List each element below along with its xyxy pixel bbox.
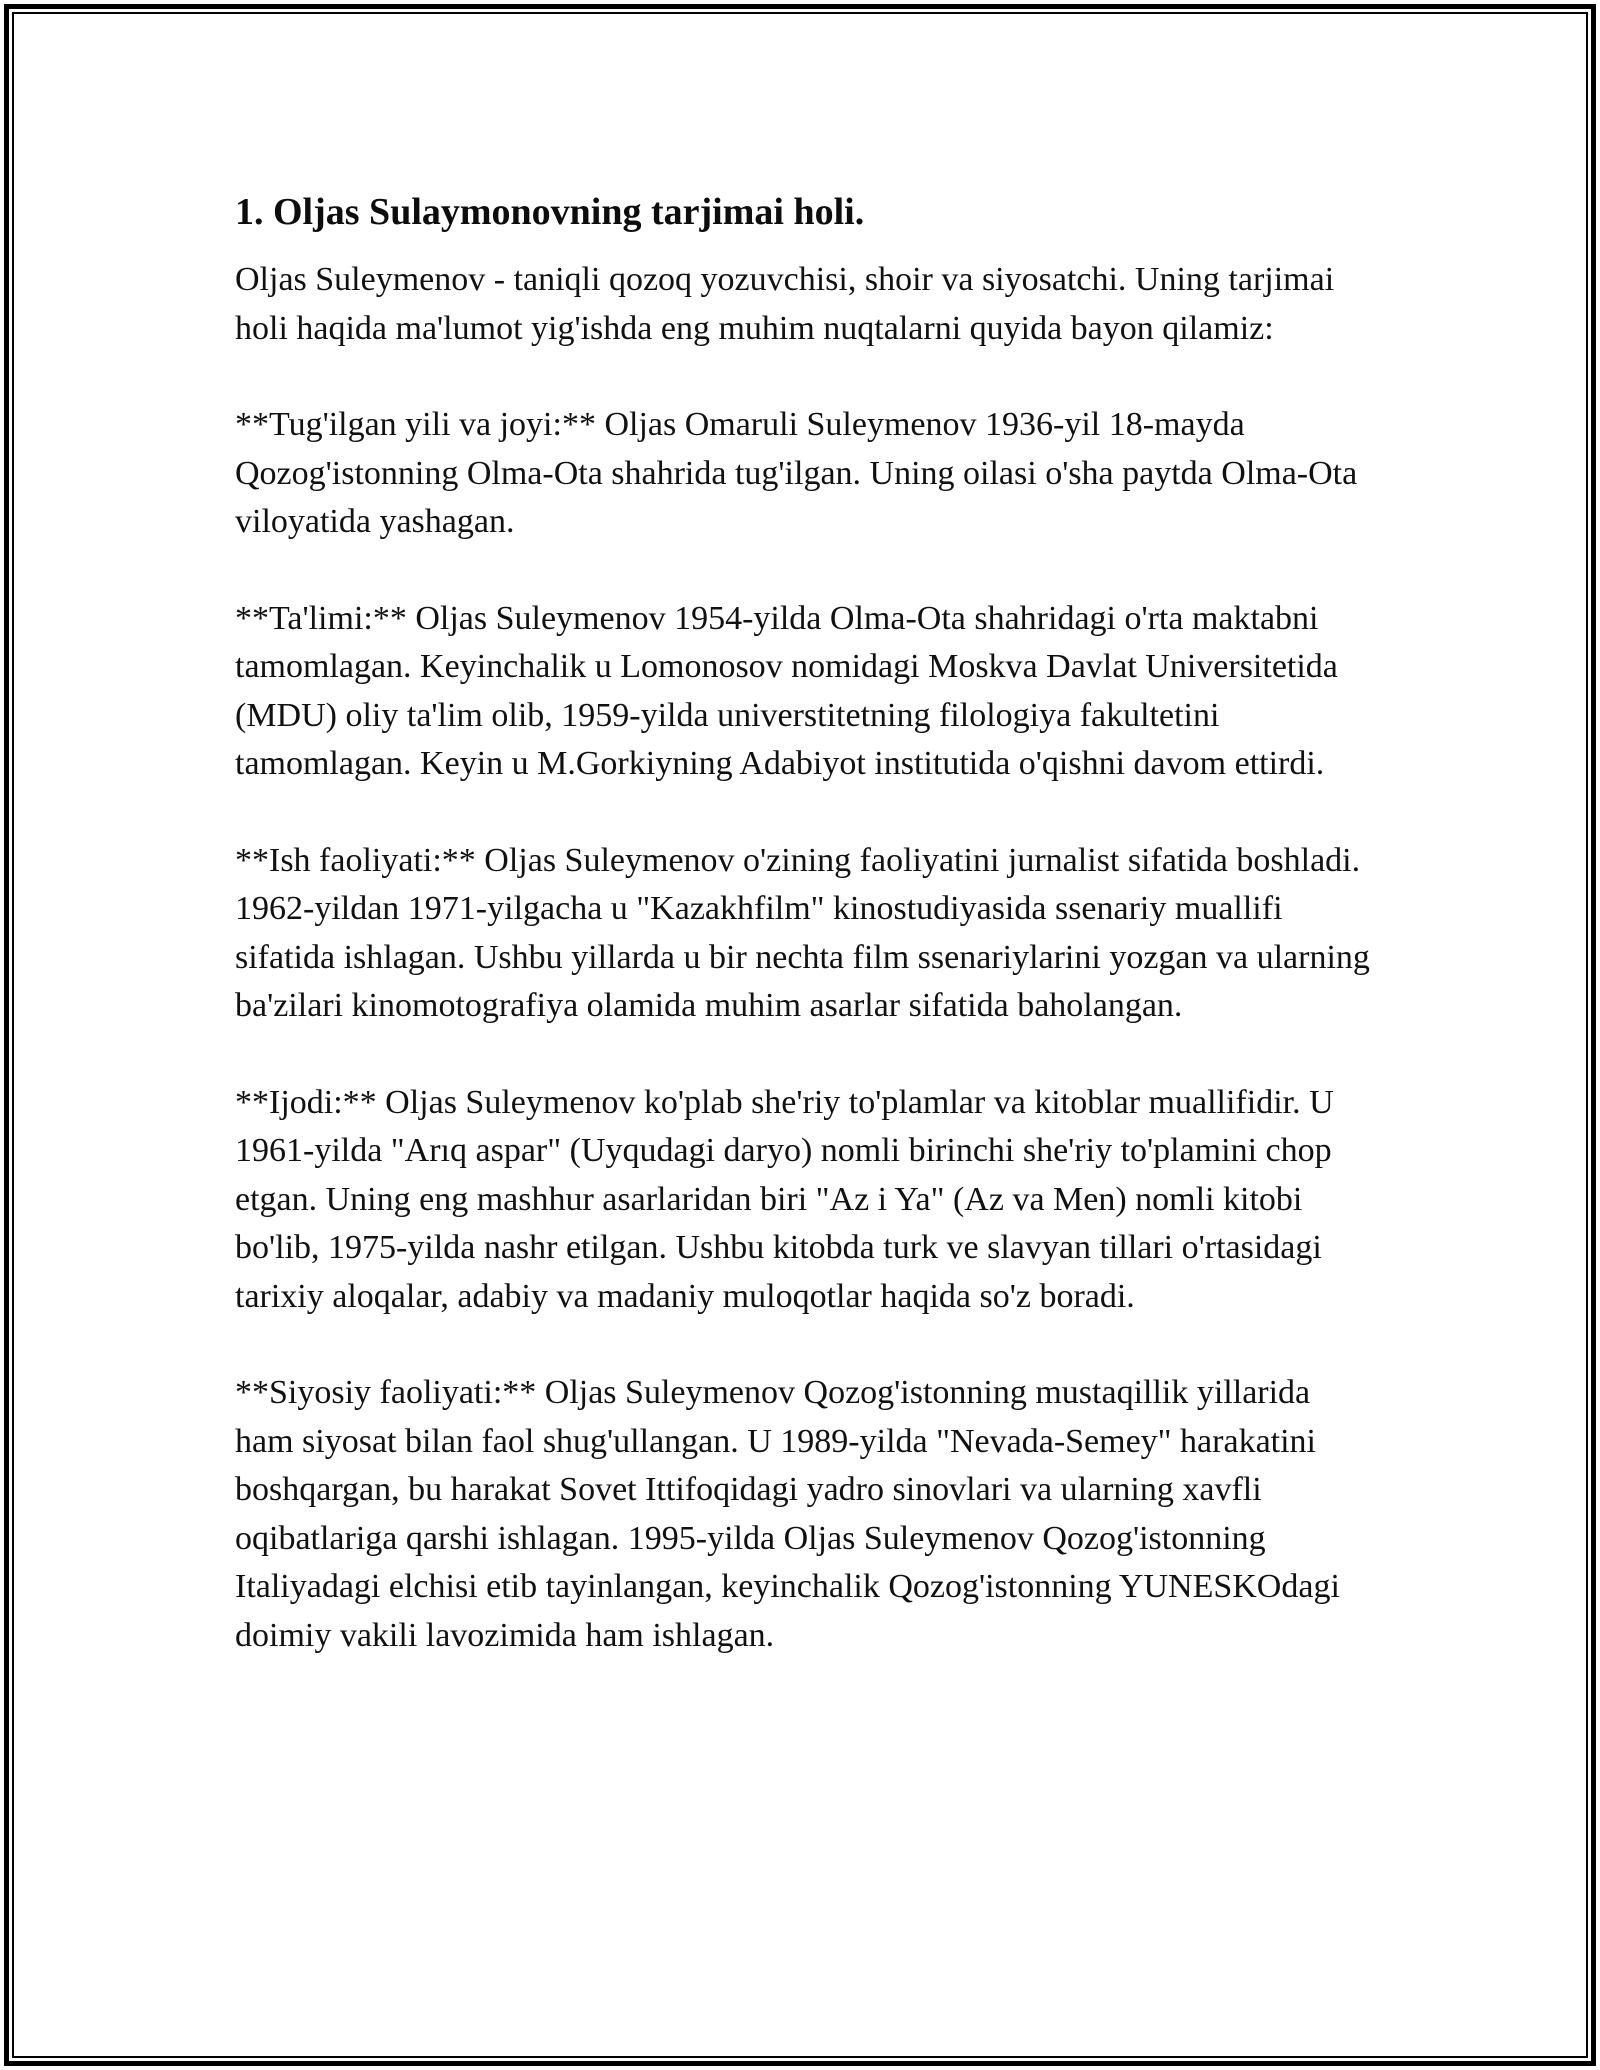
paragraph-intro: Oljas Suleymenov - taniqli qozoq yozuvchisi, shoir va siyosatchi. Uning tarjimai holi haqida ma'lumot yig'ishda eng muhim nuqtalarni quyida bayon qilamiz: (235, 261, 1335, 347)
document-body (235, 188, 1375, 1708)
paragraph-career: **Ish faoliyati:** Oljas Suleymenov o'zining faoliyatini jurnalist sifatida boshladi. 1962-yildan 1971-yilgacha u "Kazakhfilm" kinostudiyasida ssenariy muallifi sifatida ishlagan. Ushbu yillarda u bir nechta film ssenariylarini yozgan va ularning ba'zilari kinomotografiya olamida muhim asarlar sifatida baholangan. (235, 841, 1370, 1024)
paragraph-education: **Ta'limi:** Oljas Suleymenov 1954-yilda Olma-Ota shahridagi o'rta maktabni tamomlagan. Keyinchalik u Lomonosov nomidagi Moskva Davlat Universitetida (MDU) oliy ta'lim olib, 1959-yilda universtitetning filologiya fakultetini tamomlagan. Keyin u M.Gorkiyning Adabiyot institutida o'qishni davom ettirdi. (235, 599, 1338, 782)
paragraph-works: **Ijodi:** Oljas Suleymenov ko'plab she'riy to'plamlar va kitoblar muallifidir. U 1961-yilda "Arıq aspar" (Uyqudagi daryo) nomli birinchi she'riy to'plamini chop etgan. Uning eng mashhur asarlaridan biri "Az i Ya" (Az va Men) nomli kitobi bo'lib, 1975-yilda nashr etilgan. Ushbu kitobda turk ve slavyan tillari o'rtasidagi tarixiy aloqalar, adabiy va madaniy muloqotlar haqida so'z boradi. (235, 1083, 1334, 1315)
paragraph-politics: **Siyosiy faoliyati:** Oljas Suleymenov Qozog'istonning mustaqillik yillarida ham siyosat bilan faol shug'ullangan. U 1989-yilda "Nevada-Semey" harakatini boshqargan, bu harakat Sovet Ittifoqidagi yadro sinovlari va ularning xavfli oqibatlariga qarshi ishlagan. 1995-yilda Oljas Suleymenov Qozog'istonning Italiyadagi elchisi etib tayinlangan, keyinchalik Qozog'istonning YUNESKOdagi doimiy vakili lavozimida ham ishlagan. (235, 1374, 1340, 1654)
paragraph-birth: **Tug'ilgan yili va joyi:** Oljas Omaruli Suleymenov 1936-yil 18-mayda Qozog'istonning Olma-Ota shahrida tug'ilgan. Uning oilasi o'sha paytda Olma-Ota viloyatida yashagan. (235, 406, 1358, 540)
document-title: 1. Oljas Sulaymonovning tarjimai holi. (235, 191, 865, 233)
